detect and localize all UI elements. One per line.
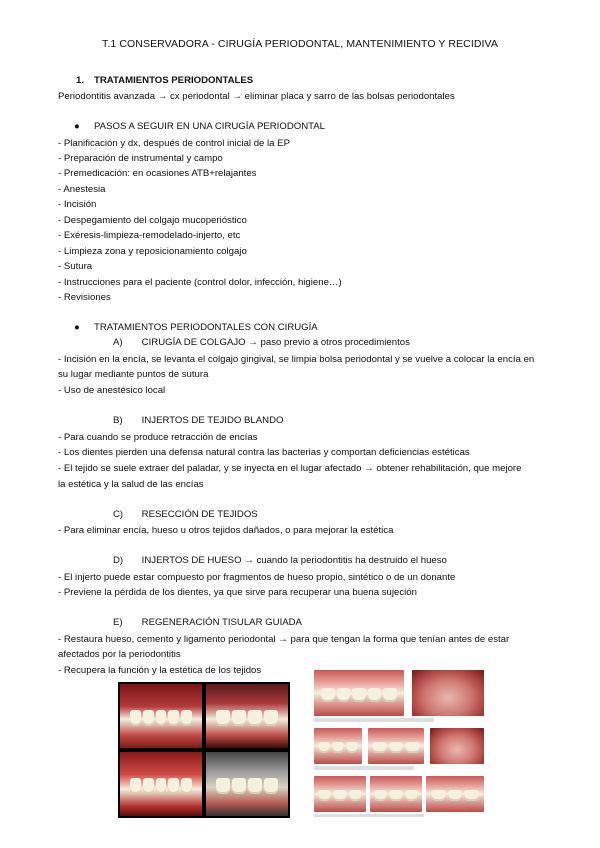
clinical-photo [314,728,362,764]
step-item: - Instrucciones para el paciente (control dolor, infección, higiene…) [58,277,342,288]
treatments-heading: TRATAMIENTOS PERIODONTALES CON CIRUGÍA [94,322,318,333]
subsection-b-line: - El tejido se suele extraer del paladar, y se inyecta en el lugar afectado → obtener rehabilitación, que mejore [58,463,522,474]
section-number: 1. [76,75,85,86]
surgical-photo-grid [118,682,290,818]
subsection-c-line: - Para eliminar encía, hueso u otros tejidos dañados, o para mejorar la estética [58,525,394,536]
subsection-b-line: - Para cuando se produce retracción de encías [58,432,258,443]
step-item: - Incisión [58,199,97,210]
subsection-c-heading [113,509,258,520]
section-heading [76,74,253,87]
subsection-label: INJERTOS DE TEJIDO BLANDO [141,415,284,426]
subsection-label: REGENERACIÓN TISULAR GUIADA [141,617,302,628]
step-item: - Premedicación: en ocasiones ATB+relajantes [58,168,257,179]
subsection-e-line: - Recupera la función y la estética de los tejidos [58,665,262,676]
subsection-b-heading [113,415,283,426]
page-title: T.1 CONSERVADORA - CIRUGÍA PERIODONTAL, MANTENIMIENTO Y RECIDIVA [102,38,498,50]
subsection-e-line: - Restaura hueso, cemento y ligamento periodontal → para que tengan la forma que tenían antes de estar [58,634,510,645]
clinical-photo [370,776,422,812]
photo-caption [314,814,424,817]
subsection-e-line: afectados por la periodontitis [58,649,181,660]
section-intro: Periodontitis avanzada → cx periodontal → eliminar placa y sarro de las bolsas periodontales [58,91,455,102]
clinical-photo [314,776,366,812]
clinical-photo [368,728,424,764]
subsection-letter: E) [113,617,123,628]
clinical-photo [430,728,484,764]
step-item: - Preparación de instrumental y campo [58,153,223,164]
step-item: - Exéresis-limpieza-remodelado-injerto, etc [58,230,241,241]
subsection-letter: B) [113,415,123,426]
graft-photo-collage [312,668,488,818]
subsection-letter: A) [113,337,123,348]
subsection-b-line: la estética y la salud de las encías [58,479,204,490]
step-item: - Planificación y dx, después de control inicial de la EP [58,138,290,149]
bullet-icon: ● [74,121,80,132]
clinical-photo [412,670,484,716]
surgical-photo [206,684,288,748]
section-title: TRATAMIENTOS PERIODONTALES [94,75,254,86]
subsection-a-line: - Incisión en la encía, se levanta el colgajo gingival, se limpia bolsa periodontal y se vuelve a colocar la encía en [58,354,535,365]
surgical-photo [120,684,202,748]
step-item: - Anestesia [58,184,106,195]
bullet-icon: ● [74,322,80,333]
clinical-photo [314,670,404,716]
subsection-a-line: - Uso de anestésico local [58,385,166,396]
subsection-label: RESECCIÓN DE TEJIDOS [141,509,258,520]
step-item: - Revisiones [58,292,111,303]
step-item: - Limpieza zona y reposicionamiento colgajo [58,246,247,257]
steps-heading: PASOS A SEGUIR EN UNA CIRUGÍA PERIODONTAL [94,121,326,132]
subsection-label: CIRUGÍA DE COLGAJO → paso previo a otros procedimientos [141,337,410,348]
subsection-d-line: - Previene la pérdida de los dientes, ya que sirve para recuperar una buena sujeción [58,587,417,598]
subsection-d-heading [113,555,447,566]
photo-caption [314,766,414,770]
subsection-label: INJERTOS DE HUESO → cuando la periodontitis ha destruido el hueso [141,555,447,566]
step-item: - Despegamiento del colgajo mucoperióstico [58,215,247,226]
subsection-e-heading [113,617,302,628]
subsection-letter: D) [113,555,124,566]
subsection-letter: C) [113,509,124,520]
subsection-a-heading [113,337,410,348]
subsection-a-line: su lugar mediante puntos de sutura [58,369,209,380]
clinical-photo [426,776,484,812]
photo-caption [314,718,434,722]
step-item: - Sutura [58,261,93,272]
subsection-d-line: - El injerto puede estar compuesto por fragmentos de hueso propio, sintético o de un donante [58,572,456,583]
subsection-b-line: - Los dientes pierden una defensa natural contra las bacterias y comportan deficiencias estéticas [58,447,470,458]
surgical-photo [120,752,202,816]
surgical-photo [206,752,288,816]
